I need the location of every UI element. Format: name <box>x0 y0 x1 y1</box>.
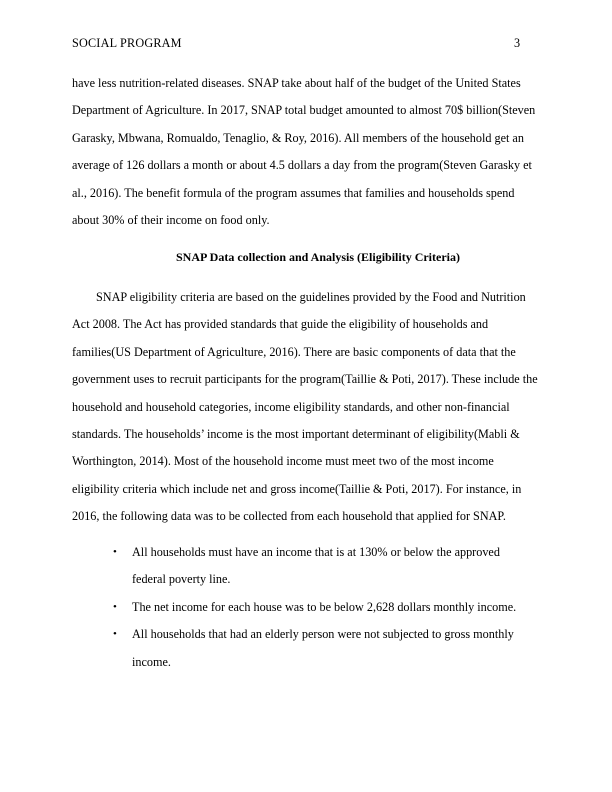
paragraph-text: SNAP eligibility criteria are based on the guidelines provided by the Food and Nutrition Act 2008. The Act has provided standards that guide the eligibility of households and families(US Department of Agriculture, 2016). There are basic components of data that the government uses to recruit participants for the program(Taillie & Poti, 2017). These include the household and household categories, income eligibility standards, and other non-financial standards. The households’ income is the most important determinant of eligibility(Mabli & Worthington, 2014). Most of the household income must meet two of the most income eligibility criteria which include net and gross income(Taillie & Poti, 2017). For instance, in 2016, the following data was to be collected from each household that applied for SNAP. <box>72 290 538 524</box>
list-item <box>113 621 533 676</box>
list-item <box>113 539 533 594</box>
running-head: SOCIAL PROGRAM <box>72 36 182 50</box>
bullet-icon: • <box>113 628 117 641</box>
list-item <box>113 594 533 621</box>
list-item-text: The net income for each house was to be below 2,628 dollars monthly income. <box>132 599 517 614</box>
body-paragraph: have less nutrition-related diseases. SNAP take about half of the budget of the United States Department of Agriculture. In 2017, SNAP total budget amounted to almost 70$ billion(Steven Garasky, Mbwana, Romualdo, Tenaglio, & Roy, 2016). All members of the household get an average of 126 dollars a month or about 4.5 dollars a day from the program(Steven Garasky et al., 2016). The benefit formula of the program assumes that families and households spend about 30% of their income on food only. <box>72 76 536 228</box>
body-paragraph <box>72 284 542 531</box>
list-item-text: All households that had an elderly person were not subjected to gross monthly income. <box>132 627 514 669</box>
page-number: 3 <box>514 36 521 50</box>
bullet-icon: • <box>113 600 117 613</box>
bullet-icon: • <box>113 546 117 558</box>
list-item-text: All households must have an income that is at 130% or below the approved federal poverty line. <box>132 545 500 587</box>
section-heading: SNAP Data collection and Analysis (Eligibility Criteria) <box>176 250 460 264</box>
bullet-list <box>113 539 533 676</box>
